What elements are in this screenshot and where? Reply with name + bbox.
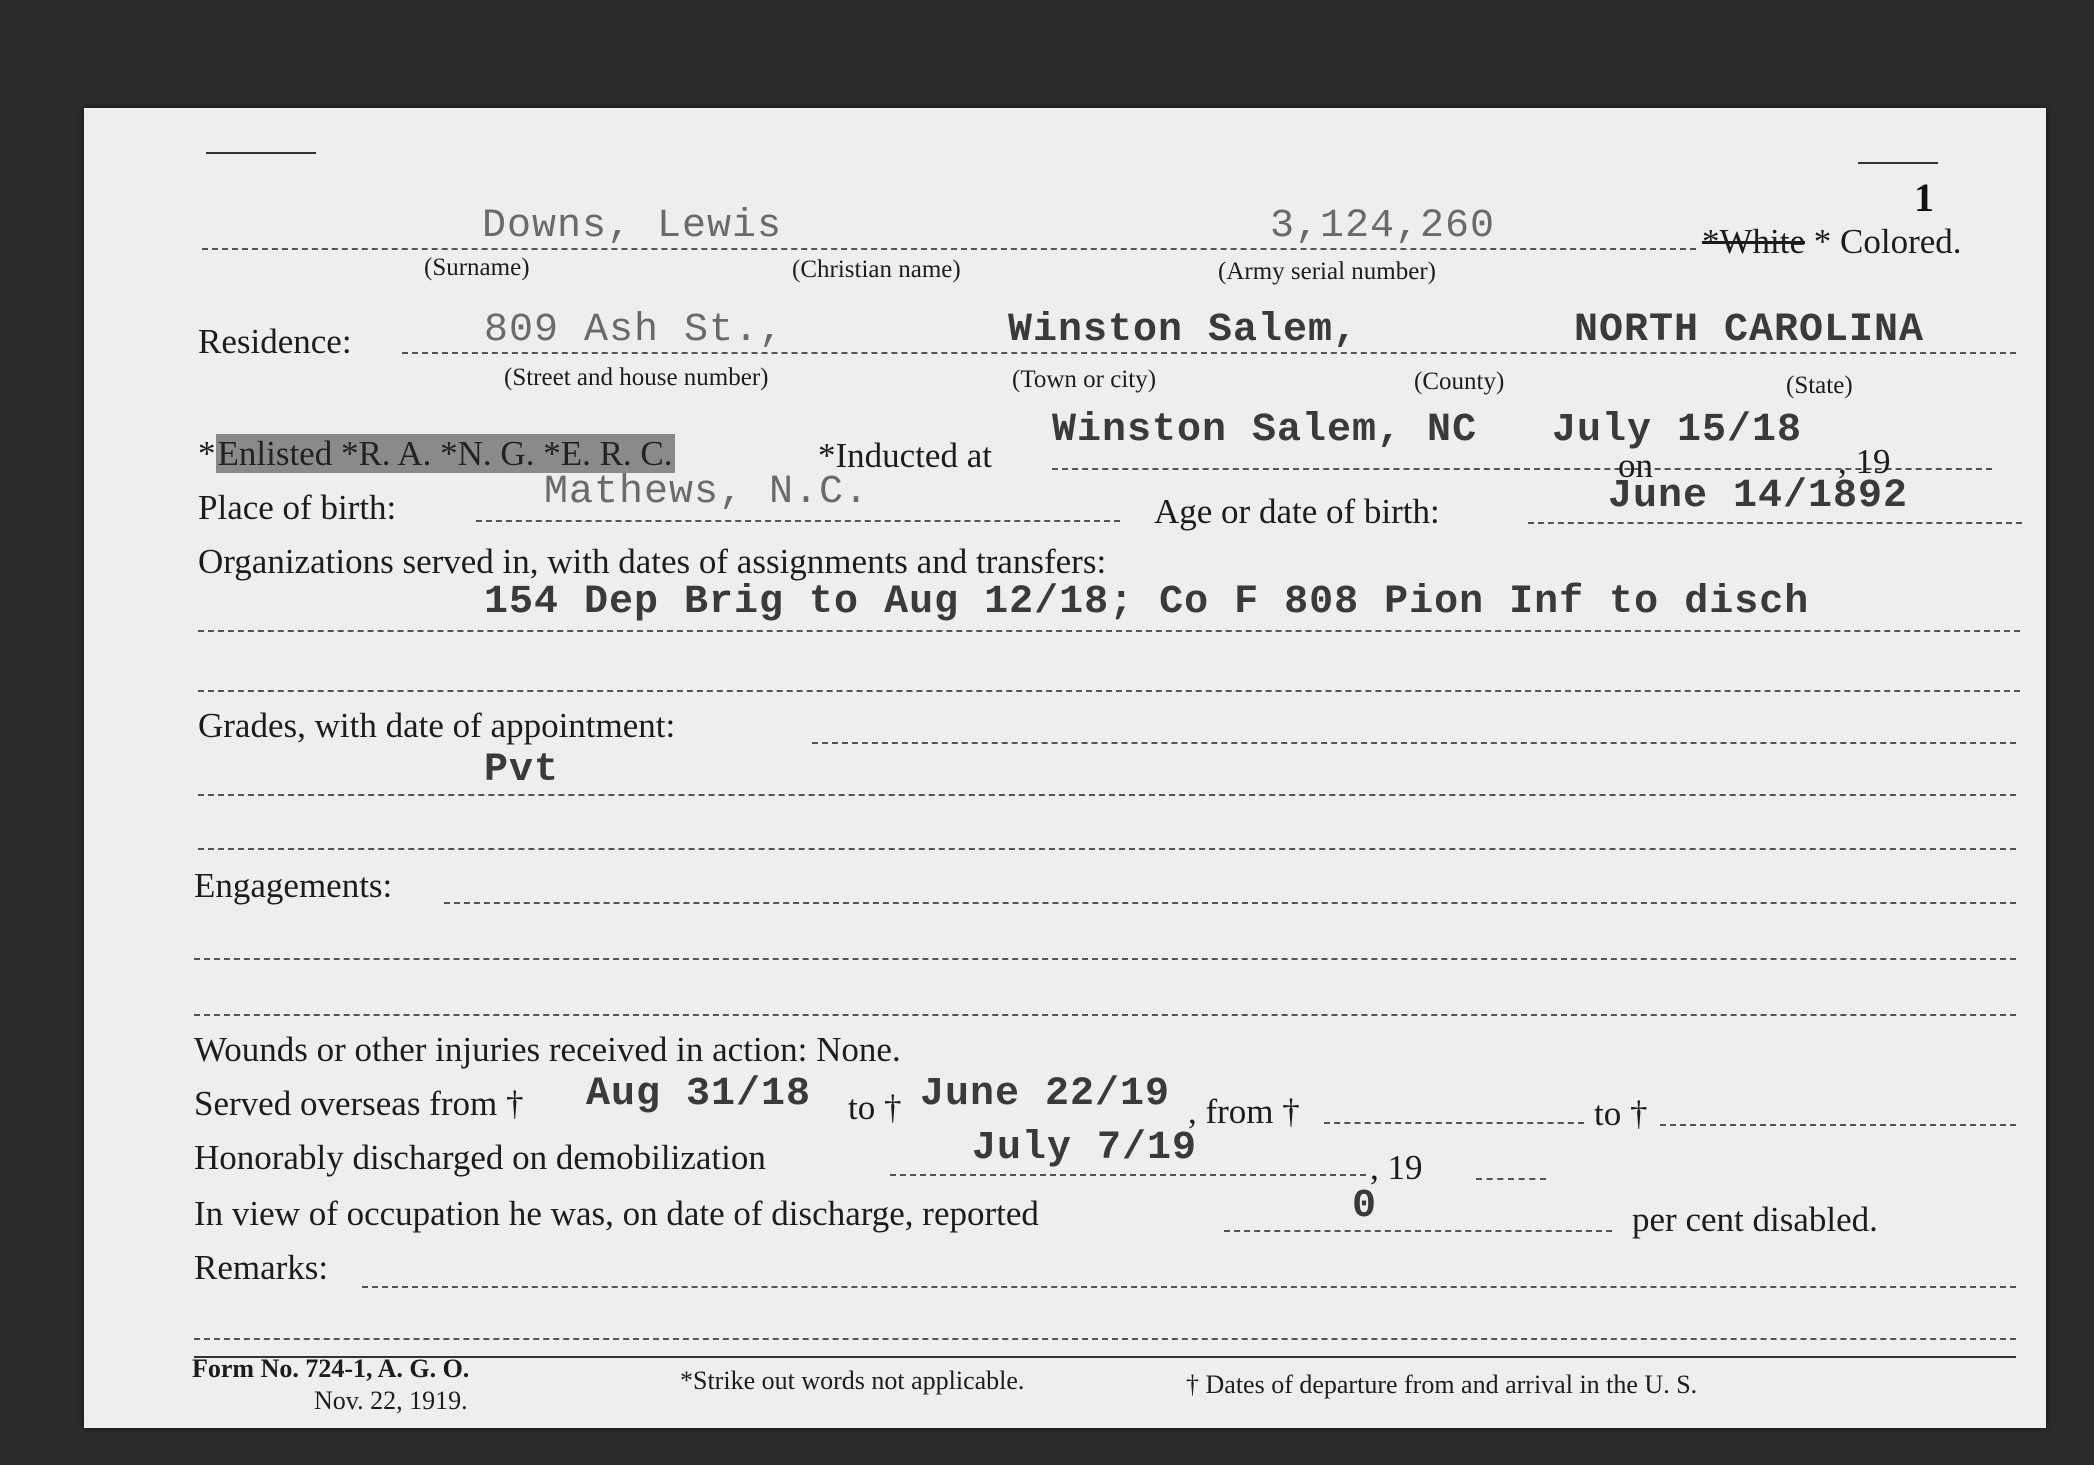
card-number: 1 (1914, 175, 1934, 220)
organizations-label: Organizations served in, with dates of assignments and transfers: (198, 542, 1107, 581)
form-number: Form No. 724-1, A. G. O. (192, 1354, 470, 1383)
white-option: *White (1702, 222, 1806, 261)
remarks-line-1 (362, 1286, 2016, 1288)
place-of-birth-label: Place of birth: (198, 488, 397, 527)
service-record-card (84, 108, 2046, 1428)
overseas-label: Served overseas from † (194, 1084, 524, 1123)
name-line (202, 248, 1696, 250)
engagements-line-3 (194, 1014, 2016, 1016)
race-options (1702, 222, 1962, 262)
street-caption: (Street and house number) (504, 364, 769, 391)
residence-label: Residence: (198, 322, 352, 361)
disability-label: In view of occupation he was, on date of discharge, reported (194, 1194, 1039, 1233)
colored-option: * Colored. (1813, 222, 1962, 261)
disability-line (1224, 1230, 1612, 1232)
organizations-line-2 (198, 690, 2020, 692)
strike-out-note: *Strike out words not applicable. (680, 1366, 1025, 1395)
grades-line-2 (198, 794, 2016, 796)
county-caption: (County) (1414, 368, 1505, 395)
wounds-label: Wounds or other injuries received in action: None. (194, 1030, 901, 1069)
organizations-value: 154 Dep Brig to Aug 12/18; Co F 808 Pion Inf to disch (484, 580, 1810, 625)
residence-line (402, 352, 2016, 354)
christian-name-caption: (Christian name) (792, 256, 961, 283)
discharge-year-line (1476, 1178, 1546, 1180)
army-serial-number: 3,124,260 (1270, 204, 1496, 249)
inducted-at-label: *Inducted at (818, 436, 992, 475)
serial-caption: (Army serial number) (1218, 258, 1436, 285)
place-of-birth-line (476, 520, 1120, 522)
enlisted-struck-out: Enlisted *R. A. *N. G. *E. R. C. (217, 434, 673, 473)
state-caption: (State) (1786, 372, 1853, 399)
engagements-label: Engagements: (194, 866, 393, 905)
corner-mark (206, 152, 316, 154)
dates-note: † Dates of departure from and arrival in the U. S. (1186, 1370, 1698, 1399)
surname-caption: (Surname) (424, 254, 530, 281)
residence-state: NORTH CAROLINA (1574, 308, 1925, 353)
form-date: Nov. 22, 1919. (314, 1386, 468, 1415)
remarks-line-2 (194, 1338, 2016, 1340)
grades-line-1 (812, 742, 2016, 744)
date-of-birth-line (1528, 522, 2022, 524)
discharge-date: July 7/19 (972, 1126, 1198, 1171)
induction-date: July 15/18 (1552, 408, 1803, 453)
soldier-name: Downs, Lewis (482, 204, 783, 249)
overseas-to2-label: to † (1594, 1094, 1648, 1133)
grades-line-3 (198, 848, 2016, 850)
disability-value: 0 (1352, 1184, 1378, 1229)
disability-suffix: per cent disabled. (1632, 1200, 1878, 1239)
card-number-rule (1858, 162, 1938, 164)
induction-year-label: , 19 (1838, 442, 1891, 481)
overseas-to-label: to † (848, 1088, 902, 1127)
engagements-line-2 (194, 958, 2016, 960)
engagements-line-1 (444, 902, 2016, 904)
overseas-from-date: Aug 31/18 (586, 1072, 812, 1117)
remarks-label: Remarks: (194, 1248, 329, 1287)
age-label: Age or date of birth: (1154, 492, 1440, 531)
enlistment-asterisk: * (198, 434, 216, 473)
enlistment-options (198, 434, 675, 474)
induction-place: Winston Salem, NC (1052, 408, 1478, 453)
overseas-to-date: June 22/19 (920, 1072, 1171, 1117)
discharge-line (890, 1174, 1366, 1176)
overseas-from2-label: , from † (1188, 1092, 1300, 1131)
overseas-from2-line (1324, 1122, 1584, 1124)
on-label: on (1618, 446, 1653, 485)
residence-street: 809 Ash St., (484, 308, 785, 353)
grade-value: Pvt (484, 748, 560, 793)
discharge-label: Honorably discharged on demobilization (194, 1138, 766, 1177)
place-of-birth: Mathews, N.C. (544, 470, 870, 515)
grades-label: Grades, with date of appointment: (198, 706, 676, 745)
overseas-to2-line (1660, 1124, 2016, 1126)
discharge-year-label: , 19 (1370, 1148, 1423, 1187)
organizations-line-1 (198, 630, 2020, 632)
residence-town: Winston Salem, (1008, 308, 1359, 353)
date-of-birth: June 14/1892 (1608, 474, 1909, 519)
town-caption: (Town or city) (1012, 366, 1157, 393)
